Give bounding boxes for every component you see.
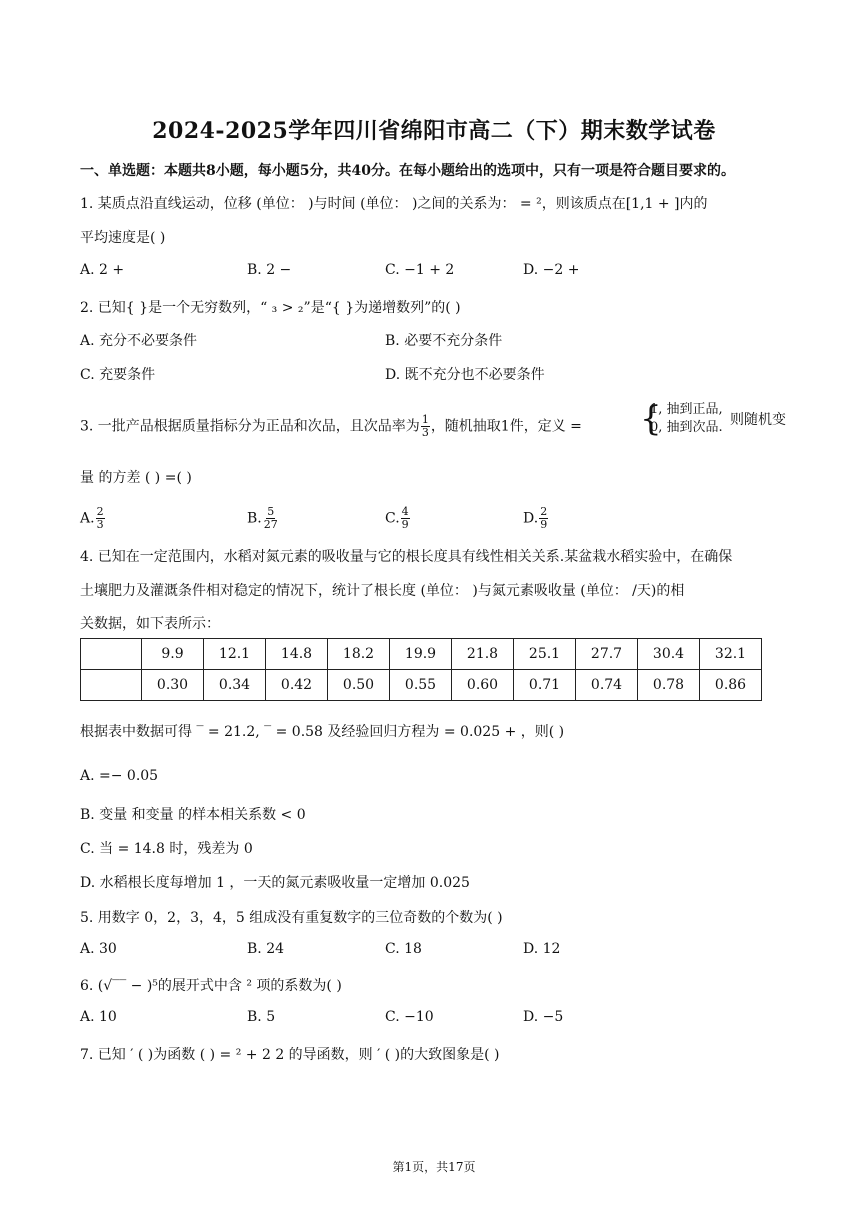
q6-option-b: B. 5 [247, 1009, 276, 1025]
table-cell [81, 639, 142, 670]
table-cell: 0.86 [700, 670, 762, 701]
table-cell: 30.4 [638, 639, 700, 670]
table-cell: 25.1 [514, 639, 576, 670]
table-cell: 14.8 [266, 639, 328, 670]
table-cell: 0.55 [390, 670, 452, 701]
q3-text-tail: 则随机变 [730, 412, 786, 428]
q6-option-a: A. 10 [80, 1009, 117, 1025]
q2-option-c: C. 充要条件 [80, 367, 156, 383]
q3-option-b: B. $\frac{5}{27}$ [247, 505, 278, 531]
table-cell: 27.7 [576, 639, 638, 670]
table-cell: 32.1 [700, 639, 762, 670]
q2-option-a: A. 充分不必要条件 [80, 333, 198, 349]
q3-option-a: A. $\frac{2}{3}$ [80, 505, 104, 531]
table-cell: 0.50 [328, 670, 390, 701]
q1-option-b: B. 2 − [247, 262, 292, 278]
q5-option-d: D. 12 [523, 941, 561, 957]
q5-option-a: A. 30 [80, 941, 117, 957]
table-cell: 21.8 [452, 639, 514, 670]
question-3-text [80, 414, 582, 439]
question-4-text-after: 根据表中数据可得 ‾ = 21.2, ‾ = 0.58 及经验回归方程为 = 0.025 + ，则( ) [80, 724, 565, 740]
q2-option-b: B. 必要不充分条件 [385, 333, 503, 349]
q1-option-c: C. −1 + 2 [385, 262, 455, 278]
q3-rate-fraction: $\frac{1}{3}$ [421, 413, 429, 439]
table-cell [81, 670, 142, 701]
question-6-text: 6. (√‾‾ − )⁵的展开式中含 ² 项的系数为( ) [80, 978, 342, 994]
table-row-x [81, 639, 762, 670]
q6-option-c: C. −10 [385, 1009, 434, 1025]
q3-option-d: D. $\frac{2}{9}$ [523, 505, 548, 531]
table-cell: 0.30 [142, 670, 204, 701]
question-5-text: 5. 用数字 0，2，3，4，5 组成没有重复数字的三位奇数的个数为( ) [80, 910, 503, 926]
q4-option-a: A. =− 0.05 [80, 768, 159, 784]
q1-option-d: D. −2 + [523, 262, 580, 278]
q1-option-a: A. 2 + [80, 262, 125, 278]
left-brace: { [640, 399, 662, 439]
table-row-y [81, 670, 762, 701]
q5-option-b: B. 24 [247, 941, 285, 957]
question-4-text: 4. 已知在一定范围内，水稻对氮元素的吸收量与它的根长度具有线性相关关系.某盆栽水稻实验中，在确保 [80, 549, 733, 565]
question-2-text: 2. 已知{ }是一个无穷数列，“ ₃ > ₂”是“{ }为递增数列”的( ) [80, 300, 461, 316]
table-cell: 0.60 [452, 670, 514, 701]
q5-option-c: C. 18 [385, 941, 422, 957]
table-cell: 0.78 [638, 670, 700, 701]
q4-option-d: D. 水稻根长度每增加 1 ，一天的氮元素吸收量一定增加 0.025 [80, 875, 470, 891]
q4-option-c: C. 当 = 14.8 时，残差为 0 [80, 841, 253, 857]
q2-option-d: D. 既不充分也不必要条件 [385, 367, 545, 383]
question-3-text-cont: 量 的方差 ( ) =( ) [80, 470, 192, 486]
q4-option-b: B. 变量 和变量 的样本相关系数 < 0 [80, 807, 306, 823]
q4-data-table [80, 638, 762, 701]
question-1-text-cont: 平均速度是( ) [80, 230, 166, 246]
q3-case-2: 0, 抽到次品. [650, 420, 723, 435]
table-cell: 19.9 [390, 639, 452, 670]
page-footer: 第1页，共17页 [392, 1160, 476, 1174]
table-cell: 12.1 [204, 639, 266, 670]
question-4-text-cont1: 土壤肥力及灌溉条件相对稳定的情况下，统计了根长度 (单位： )与氮元素吸收量 (单位： /天)的相 [80, 583, 685, 599]
table-cell: 9.9 [142, 639, 204, 670]
q3-text-post: ，随机抽取1件，定义 = [430, 418, 582, 435]
table-cell: 0.42 [266, 670, 328, 701]
q3-case-1: 1, 抽到正品, [650, 402, 723, 417]
question-4-text-cont2: 关数据，如下表所示： [80, 616, 220, 632]
q3-text-pre: 3. 一批产品根据质量指标分为正品和次品，且次品率为 [80, 418, 420, 435]
section-heading-single-choice: 一、单选题：本题共8小题，每小题5分，共40分。在每小题给出的选项中，只有一项是符合题目要求的。 [80, 163, 735, 179]
table-cell: 18.2 [328, 639, 390, 670]
question-7-text: 7. 已知 ′ ( )为函数 ( ) = ² + 2 2 的导函数，则 ′ ( )的大致图象是( ) [80, 1047, 500, 1063]
q3-option-c: C. $\frac{4}{9}$ [385, 505, 409, 531]
page-title: 2024-2025学年四川省绵阳市高二（下）期末数学试卷 [152, 118, 716, 144]
q6-option-d: D. −5 [523, 1009, 564, 1025]
table-cell: 0.74 [576, 670, 638, 701]
table-cell: 0.71 [514, 670, 576, 701]
table-cell: 0.34 [204, 670, 266, 701]
question-1-text: 1. 某质点沿直线运动，位移 (单位： )与时间 (单位： )之间的关系为： = ²，则该质点在[1,1 + ]内的 [80, 196, 708, 212]
